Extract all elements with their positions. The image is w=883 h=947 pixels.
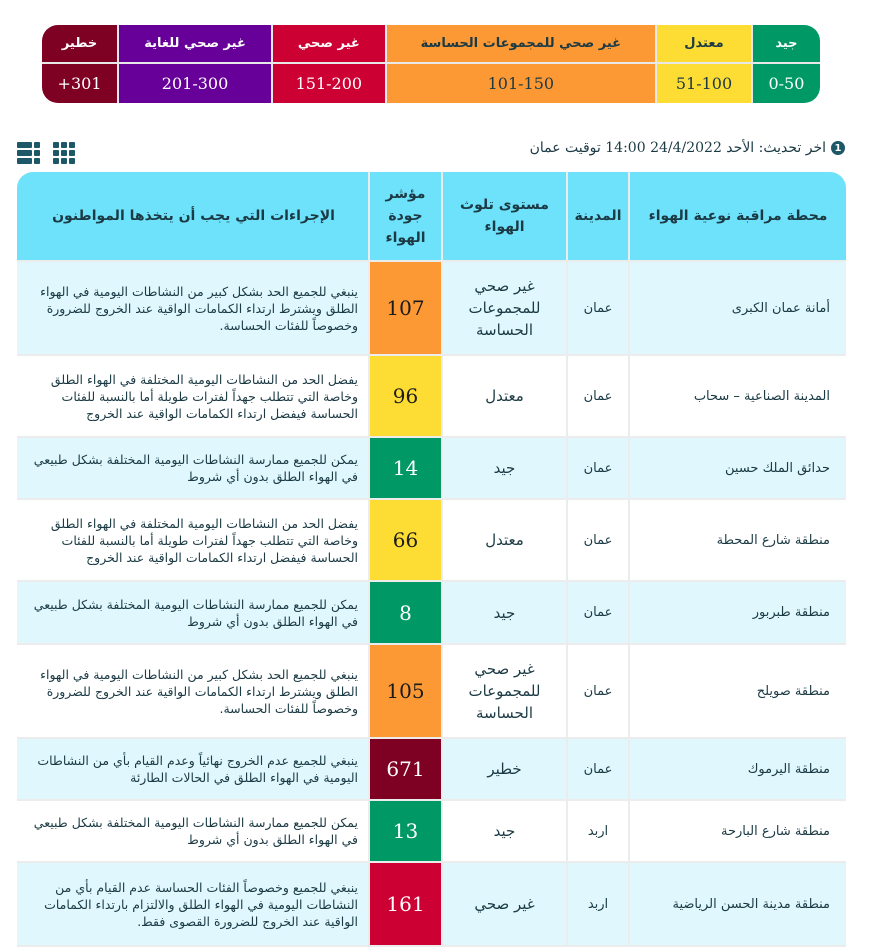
station-name: منطقة شارع المحطة bbox=[628, 500, 846, 580]
legend-range: 201-300 bbox=[161, 74, 229, 93]
legend-label: معتدل bbox=[657, 25, 751, 64]
citizen-action: ينبغي للجميع الحد بشكل كبير من النشاطات اليومية في الهواء الطلق ويشترط ارتداء الكمامات الواقية عند الخروج للضرورة وخصوصاً للفئات الحساسة. bbox=[40, 283, 358, 333]
table-row bbox=[17, 801, 846, 863]
legend-label: غير صحي للغاية bbox=[119, 25, 271, 64]
legend-range: 0-50 bbox=[768, 74, 805, 93]
aqi-value: 671 bbox=[368, 739, 441, 799]
pollution-level: خطير bbox=[441, 739, 566, 799]
station-name: أمانة عمان الكبرى bbox=[628, 262, 846, 354]
citizen-action: يمكن للجميع ممارسة النشاطات اليومية المختلفة بشكل طبيعي في الهواء الطلق بدون أي شروط bbox=[33, 452, 358, 484]
station-name: حدائق الملك حسين bbox=[628, 438, 846, 498]
legend-item bbox=[42, 25, 117, 103]
aqi-value: 66 bbox=[368, 500, 441, 580]
table-row bbox=[17, 500, 846, 582]
city-name: اربد bbox=[566, 801, 628, 861]
legend-item bbox=[385, 25, 656, 103]
table-row bbox=[17, 739, 846, 801]
legend-item bbox=[117, 25, 271, 103]
table-body bbox=[17, 262, 846, 947]
legend-range: 51-100 bbox=[675, 74, 733, 93]
pollution-level: غير صحي للمجموعات الحساسة bbox=[441, 645, 566, 737]
city-name: عمان bbox=[566, 645, 628, 737]
station-name: منطقة صويلح bbox=[628, 645, 846, 737]
table-row bbox=[17, 438, 846, 500]
citizen-action: ينبغي للجميع عدم الخروج نهائياً وعدم القيام بأي من النشاطات اليومية في الهواء الطلق في الحالات الطارئة bbox=[37, 753, 358, 785]
aqi-value: 161 bbox=[368, 863, 441, 945]
table-row bbox=[17, 262, 846, 356]
table-header bbox=[17, 172, 846, 262]
citizen-action: ينبغي للجميع وخصوصاً الفئات الحساسة عدم القيام بأي من النشاطات اليومية في الهواء الطلق والالتزام بارتداء الكمامات الواقية عند الخروج للضرورة القصوى فقط. bbox=[44, 879, 358, 929]
pollution-level: معتدل bbox=[441, 356, 566, 436]
table-row bbox=[17, 356, 846, 438]
citizen-action: يمكن للجميع ممارسة النشاطات اليومية المختلفة بشكل طبيعي في الهواء الطلق بدون أي شروط bbox=[33, 815, 358, 847]
legend-label: غير صحي للمجموعات الحساسة bbox=[387, 25, 656, 64]
header-action: الإجراءات التي يجب أن يتخذها المواطنون bbox=[52, 208, 335, 224]
pollution-level: جيد bbox=[441, 438, 566, 498]
view-toggle bbox=[17, 142, 75, 164]
aqi-value: 107 bbox=[368, 262, 441, 354]
city-name: عمان bbox=[566, 262, 628, 354]
pollution-level: معتدل bbox=[441, 500, 566, 580]
legend-label: جيد bbox=[753, 25, 820, 64]
legend-range: 101-150 bbox=[487, 74, 555, 93]
legend-item bbox=[751, 25, 820, 103]
pollution-level: غير صحي للمجموعات الحساسة bbox=[441, 262, 566, 354]
legend-item bbox=[271, 25, 385, 103]
station-name: منطقة اليرموك bbox=[628, 739, 846, 799]
air-quality-table bbox=[17, 172, 846, 947]
header-aqi: مؤشر جودة الهواء bbox=[368, 172, 441, 260]
table-row bbox=[17, 645, 846, 739]
aqi-value: 14 bbox=[368, 438, 441, 498]
legend-label: غير صحي bbox=[273, 25, 385, 64]
grid-view-icon[interactable] bbox=[53, 142, 75, 164]
city-name: عمان bbox=[566, 582, 628, 643]
station-name: المدينة الصناعية – سحاب bbox=[628, 356, 846, 436]
city-name: عمان bbox=[566, 739, 628, 799]
aqi-value: 96 bbox=[368, 356, 441, 436]
aqi-value: 105 bbox=[368, 645, 441, 737]
table-row bbox=[17, 582, 846, 645]
table-row bbox=[17, 863, 846, 947]
header-level: مستوى تلوث الهواء bbox=[441, 172, 566, 260]
city-name: عمان bbox=[566, 356, 628, 436]
citizen-action: يمكن للجميع ممارسة النشاطات اليومية المختلفة بشكل طبيعي في الهواء الطلق بدون أي شروط bbox=[33, 596, 358, 629]
legend-range: 151-200 bbox=[295, 74, 363, 93]
aqi-value: 13 bbox=[368, 801, 441, 861]
header-city: المدينة bbox=[566, 172, 628, 260]
pollution-level: جيد bbox=[441, 801, 566, 861]
station-name: منطقة شارع البارحة bbox=[628, 801, 846, 861]
citizen-action: ينبغي للجميع الحد بشكل كبير من النشاطات اليومية في الهواء الطلق ويشترط ارتداء الكمامات الواقية عند الخروج للضرورة وخصوصاً للفئات الحساسة. bbox=[40, 666, 358, 716]
aqi-legend bbox=[42, 25, 820, 103]
list-view-icon[interactable] bbox=[17, 142, 40, 164]
station-name: منطقة مدينة الحسن الرياضية bbox=[628, 863, 846, 945]
citizen-action: يفضل الحد من النشاطات اليومية المختلفة في الهواء الطلق وخاصة التي تتطلب جهداً لفترات طويلة أما بالنسبة للفئات الحساسة فيفضل ارتداء الكمامات الواقية عند الخروج bbox=[50, 515, 358, 565]
legend-range: 301+ bbox=[57, 74, 102, 93]
last-update-text: اخر تحديث: الأحد 24/4/2022 14:00 توقيت عمان bbox=[529, 140, 826, 156]
header-station: محطة مراقبة نوعية الهواء bbox=[628, 172, 846, 260]
pollution-level: غير صحي bbox=[441, 863, 566, 945]
station-name: منطقة طبربور bbox=[628, 582, 846, 643]
legend-item bbox=[655, 25, 751, 103]
last-update bbox=[530, 140, 845, 156]
legend-label: خطير bbox=[42, 25, 117, 64]
city-name: عمان bbox=[566, 500, 628, 580]
city-name: اربد bbox=[566, 863, 628, 945]
info-icon[interactable]: 1 bbox=[831, 141, 845, 155]
pollution-level: جيد bbox=[441, 582, 566, 643]
aqi-value: 8 bbox=[368, 582, 441, 643]
city-name: عمان bbox=[566, 438, 628, 498]
citizen-action: يفضل الحد من النشاطات اليومية المختلفة في الهواء الطلق وخاصة التي تتطلب جهداً لفترات طويلة أما بالنسبة للفئات الحساسة فيفضل ارتداء الكمامات الواقية عند الخروج bbox=[50, 371, 358, 421]
